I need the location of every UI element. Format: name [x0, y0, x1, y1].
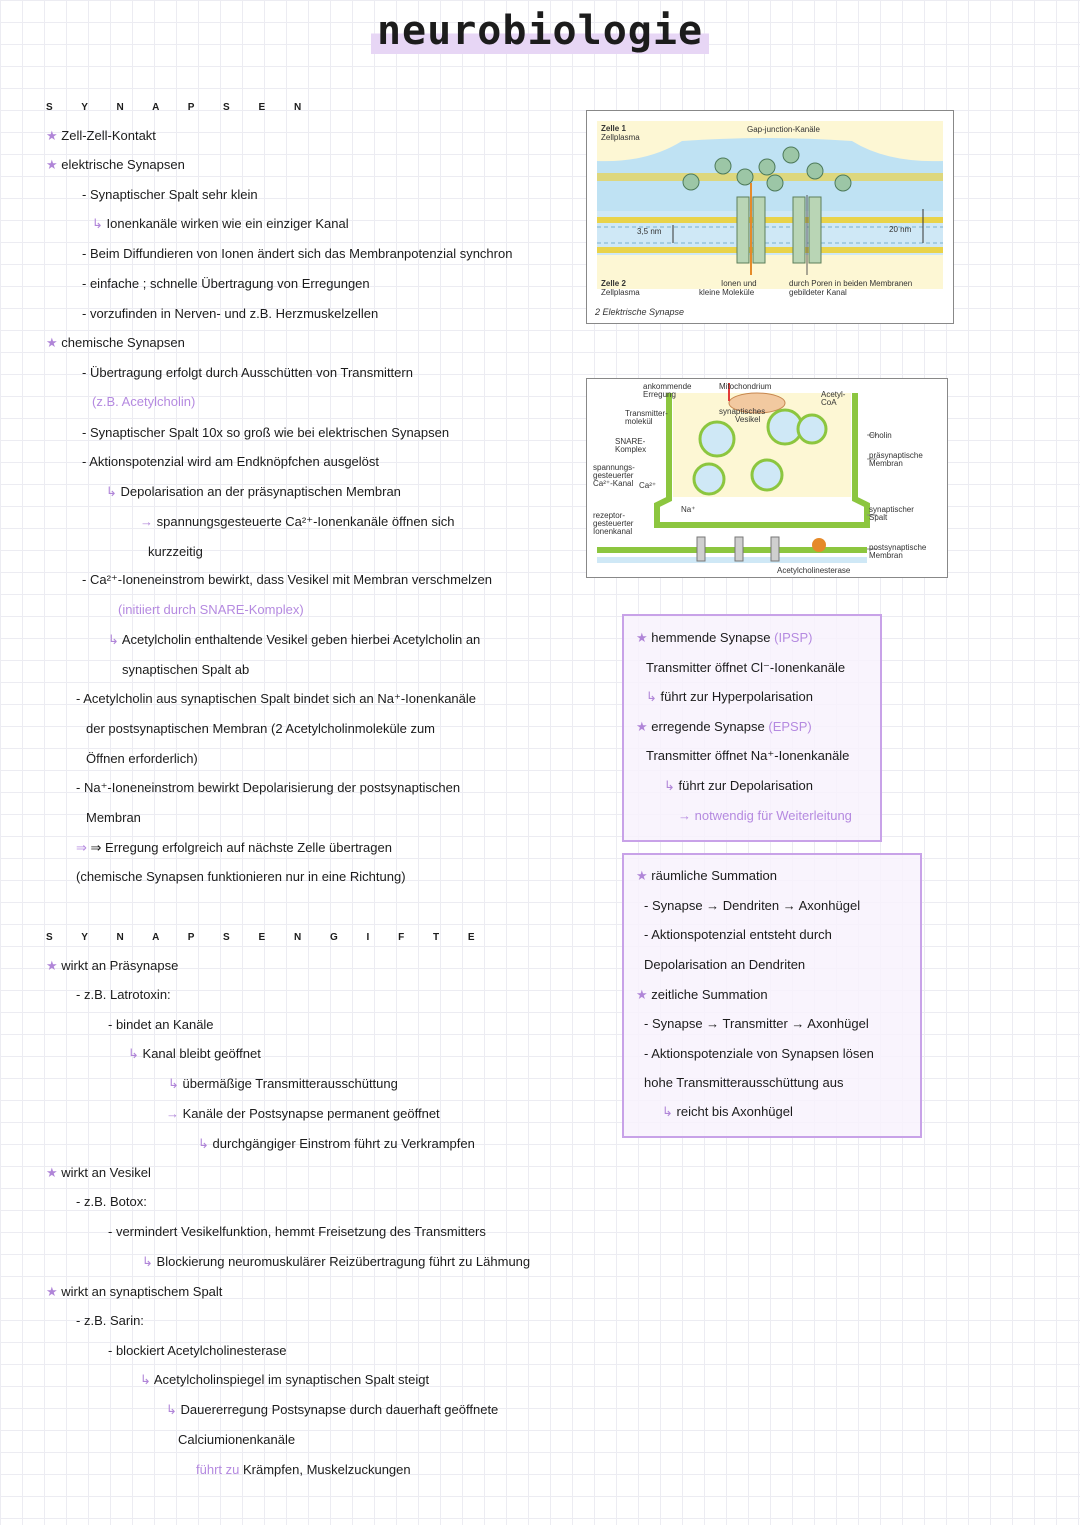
fig2-transmitter: Transmitter- [625, 409, 668, 418]
fig2-postsyn: postsynaptische [869, 543, 927, 552]
fig2-vesikel: Vesikel [735, 415, 761, 424]
note-line: führt zu Krämpfen, Muskelzuckungen [196, 1462, 411, 1477]
box2-line: Depolarisation an Dendriten [644, 957, 806, 972]
box1-line: ★ hemmende Synapse (IPSP) [636, 630, 813, 645]
note-line: ↳ Depolarisation an der präsynaptischen Membran [106, 484, 401, 499]
note-line: → spannungsgesteuerte Ca²⁺-Ionenkanäle öffnen sich [140, 514, 455, 529]
fig2-synspalt1: synaptischer [869, 505, 914, 514]
fig2-gesteuerter: gesteuerter [593, 471, 634, 480]
note-line: ↳ übermäßige Transmitterausschüttung [168, 1076, 398, 1091]
figure-chemical-synapse [586, 378, 948, 578]
note-line: Calciumionenkanäle [178, 1432, 296, 1447]
box1-line: ★ erregende Synapse (EPSP) [636, 719, 812, 734]
box2-line: - Aktionspotenzial entsteht durch [644, 927, 832, 942]
fig1-zelle2: Zelle 2 [601, 279, 626, 288]
note-line: - Übertragung erfolgt durch Ausschütten von Transmittern [82, 365, 413, 380]
note-line: Öffnen erforderlich) [86, 751, 198, 766]
note-line: ↳ Acetylcholinspiegel im synaptischen Spalt steigt [140, 1372, 430, 1387]
box2-line: hohe Transmitterausschüttung aus [644, 1075, 844, 1090]
fig2-membran1: Membran [869, 459, 903, 468]
note-line: ↳ Kanal bleibt geöffnet [128, 1046, 261, 1061]
note-line: - Na⁺-Ioneneinstrom bewirkt Depolarisierung der postsynaptischen [76, 780, 461, 795]
fig2-rezeptor: rezeptor- [593, 511, 626, 520]
note-line: ★ Zell-Zell-Kontakt [46, 128, 156, 143]
fig1-35nm: 3,5 nm [637, 227, 662, 236]
note-line: ↳ Blockierung neuromuskulärer Reizübertragung führt zu Lähmung [142, 1254, 531, 1269]
fig2-synspalt2: Spalt [869, 513, 888, 522]
fig1-zelle1: Zelle 1 [601, 124, 626, 133]
fig1-20nm: 20 nm [889, 225, 912, 234]
note-line: Membran [86, 810, 141, 825]
note-line: (z.B. Acetylcholin) [92, 394, 196, 409]
fig2-ionenkanal: Ionenkanal [593, 527, 633, 536]
note-line: - Beim Diffundieren von Ionen ändert sich das Membranpotenzial synchron [82, 246, 513, 261]
fig2-ankommende: ankommende [643, 382, 692, 391]
box2-line: ★ zeitliche Summation [636, 987, 768, 1002]
note-line: - Ca²⁺-Ioneneinstrom bewirkt, dass Vesikel mit Membran verschmelzen [82, 572, 493, 587]
fig2-mito: Mitochondrium [719, 382, 772, 391]
note-line: - Synaptischer Spalt sehr klein [82, 187, 258, 202]
note-line: - Synaptischer Spalt 10x so groß wie bei elektrischen Synapsen [82, 425, 450, 440]
fig2-snare: SNARE- [615, 437, 646, 446]
fig1-poren: durch Poren in beiden Membranen [789, 279, 913, 288]
fig2-molekuel: molekül [625, 417, 653, 426]
fig2-membran2: Membran [869, 551, 903, 560]
note-line: - blockiert Acetylcholinesterase [108, 1343, 287, 1358]
note-line: - Aktionspotenzial wird am Endknöpfchen ausgelöst [82, 454, 380, 469]
box1-line: ↳ führt zur Depolarisation [664, 778, 813, 793]
fig2-spannungs: spannungs- [593, 463, 635, 472]
fig2-na: Na⁺ [681, 505, 696, 514]
note-line: ★ wirkt an synaptischem Spalt [46, 1284, 223, 1299]
gifte-heading: S Y N A P S E N G I F T E [46, 932, 488, 943]
note-line: ↳ Dauererregung Postsynapse durch dauerhaft geöffnete [166, 1402, 499, 1417]
box1-line: → notwendig für Weiterleitung [678, 808, 852, 823]
fig2-cakanal: Ca²⁺-Kanal [593, 479, 634, 488]
note-line: - einfache ; schnelle Übertragung von Erregungen [82, 276, 370, 291]
figure-electrical-synapse [586, 110, 954, 324]
note-line: ★ chemische Synapsen [46, 335, 185, 350]
note-line: ↳ Acetylcholin enthaltende Vesikel geben hierbei Acetylcholin an [108, 632, 481, 647]
fig2-gesteuerter2: gesteuerter [593, 519, 634, 528]
note-line: (initiiert durch SNARE-Komplex) [118, 602, 304, 617]
note-line: - bindet an Kanäle [108, 1017, 214, 1032]
fig2-coa: CoA [821, 398, 837, 407]
fig2-synaptisches: synaptisches [719, 407, 766, 416]
fig2-erregung: Erregung [643, 390, 676, 399]
box2-line: - Synapse → Transmitter → Axonhügel [644, 1016, 869, 1031]
note-line: ⇒ ⇒ Erregung erfolgreich auf nächste Zelle übertragen [76, 840, 392, 855]
note-line: - vermindert Vesikelfunktion, hemmt Freisetzung des Transmitters [108, 1224, 486, 1239]
fig2-ache: Acetylcholinesterase [777, 566, 851, 575]
fig2-acetyl: Acetyl- [821, 390, 846, 399]
box2-line: - Synapse → Dendriten → Axonhügel [644, 898, 861, 913]
box2-line: ↳ reicht bis Axonhügel [662, 1104, 793, 1119]
note-line: - z.B. Botox: [76, 1194, 147, 1209]
box2-line: - Aktionspotenziale von Synapsen lösen [644, 1046, 874, 1061]
fig2-komplex: Komplex [615, 445, 647, 454]
fig2-ca: Ca²⁺ [639, 481, 657, 490]
fig1-kleine: kleine Moleküle [699, 288, 755, 297]
note-line: ★ wirkt an Präsynapse [46, 958, 179, 973]
note-line: - Acetylcholin aus synaptischen Spalt bindet sich an Na⁺-Ionenkanäle [76, 691, 477, 706]
fig2-cholin: Cholin [869, 431, 892, 440]
note-line: (chemische Synapsen funktionieren nur in eine Richtung) [76, 869, 406, 884]
note-line: ↳ Ionenkanäle wirken wie ein einziger Kanal [92, 216, 349, 231]
fig1-kanal: gebildeter Kanal [789, 288, 847, 297]
box2-line: ★ räumliche Summation [636, 868, 777, 883]
fig1-zellplasma1: Zellplasma [601, 133, 640, 142]
note-line: kurzzeitig [148, 544, 203, 559]
fig1-gap: Gap-junction-Kanäle [747, 125, 820, 134]
note-line: - vorzufinden in Nerven- und z.B. Herzmuskelzellen [82, 306, 379, 321]
box1-line: Transmitter öffnet Cl⁻-Ionenkanäle [646, 660, 846, 675]
note-line: - z.B. Sarin: [76, 1313, 144, 1328]
note-line: ↳ durchgängiger Einstrom führt zu Verkrampfen [198, 1136, 475, 1151]
fig1-ionen: Ionen und [721, 279, 757, 288]
box1-line: ↳ führt zur Hyperpolarisation [646, 689, 813, 704]
box1-line: Transmitter öffnet Na⁺-Ionenkanäle [646, 748, 850, 763]
note-line: der postsynaptischen Membran (2 Acetylcholinmoleküle zum [86, 721, 436, 736]
note-line: ★ elektrische Synapsen [46, 157, 185, 172]
fig1-caption: 2 Elektrische Synapse [595, 307, 685, 317]
note-line: ★ wirkt an Vesikel [46, 1165, 151, 1180]
note-line: → Kanäle der Postsynapse permanent geöffnet [166, 1106, 440, 1121]
synapsen-heading: S Y N A P S E N [46, 102, 315, 113]
note-line: - z.B. Latrotoxin: [76, 987, 171, 1002]
gap-junction-diagram [587, 111, 953, 323]
page-title: neurobiologie [0, 8, 1080, 54]
note-line: synaptischen Spalt ab [122, 662, 250, 677]
fig1-zellplasma2: Zellplasma [601, 288, 640, 297]
fig2-praesyn: präsynaptische [869, 451, 923, 460]
